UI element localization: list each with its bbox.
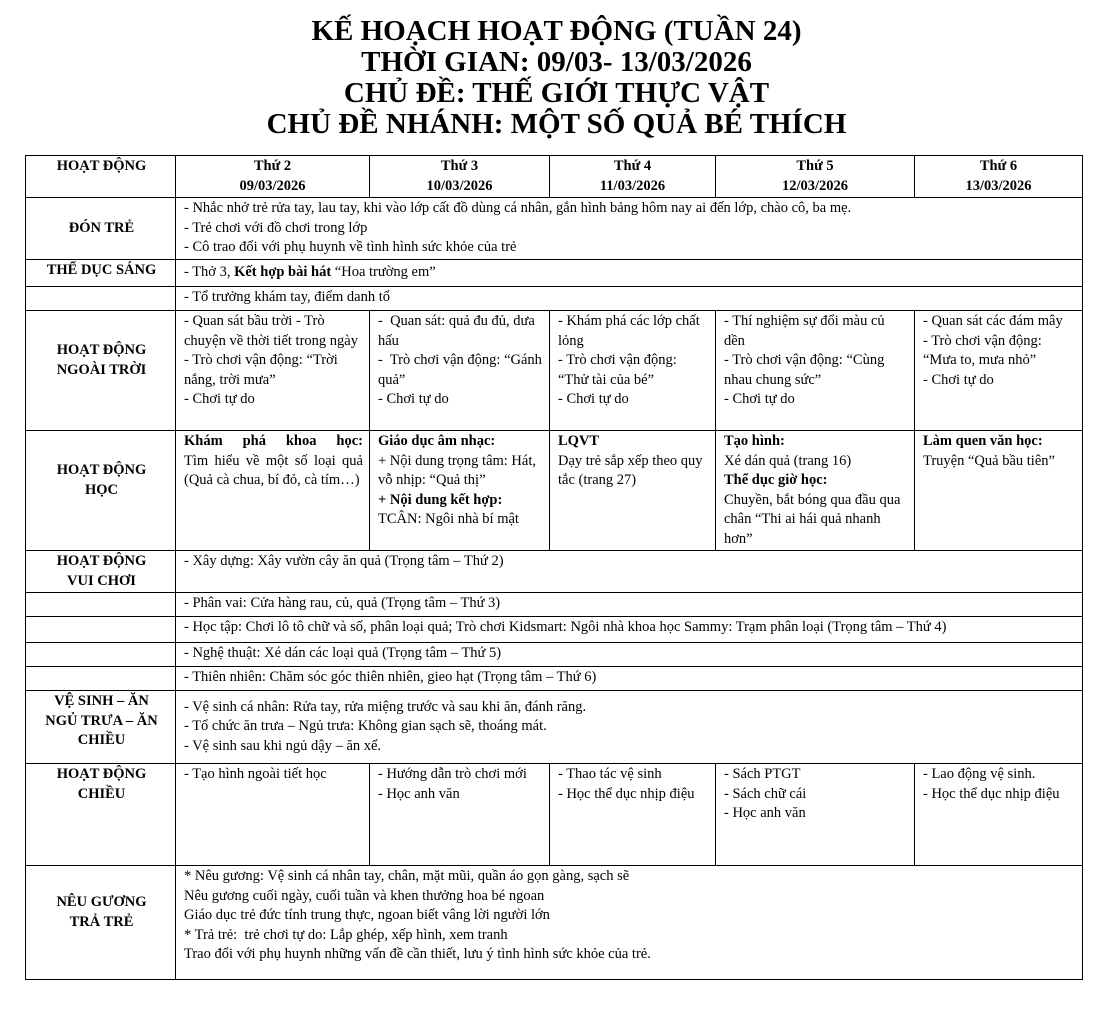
subject-title: Tạo hình:: [724, 433, 785, 449]
ngoai-troi-mon: [176, 311, 370, 431]
subject-title: Làm quen văn học:: [923, 433, 1043, 449]
hoc-fri: [915, 431, 1083, 551]
row-hoat-dong-chieu: [26, 764, 1083, 866]
content-line: Giáo dục trẻ đức tính trung thực, ngoan biết vâng lời người lớn: [184, 907, 550, 923]
label-spacer: [34, 380, 169, 400]
day-date: 10/03/2026: [426, 177, 493, 194]
content-suffix: “Hoa trường em”: [331, 264, 436, 281]
row-vui-choi-3: [26, 617, 1083, 643]
row-label: [26, 866, 176, 980]
label-line: HOẠT ĐỘNG: [56, 553, 147, 569]
hoc-tue: [370, 431, 550, 551]
label-line: VUI CHƠI: [67, 572, 136, 589]
cell-text: - Thao tác vệ sinh - Học thể dục nhịp điệu: [558, 766, 695, 802]
label-line: NÊU GƯƠNG: [56, 894, 147, 910]
chieu-mon: [176, 764, 370, 866]
row-label: [26, 551, 176, 593]
row-the-duc-sang: [26, 260, 1083, 287]
subject-text: Dạy trẻ sắp xếp theo quy tắc (trang 27): [558, 452, 707, 488]
document-header: [0, 16, 1113, 140]
content-bold: Kết hợp bài hát: [234, 264, 332, 281]
subject-text: Truyện “Quả bầu tiên”: [923, 452, 1055, 469]
day-date: 12/03/2026: [781, 177, 849, 194]
cell-text: - Quan sát các đám mây - Trò chơi vận động: “Mưa to, mưa nhỏ” - Chơi tự do: [923, 313, 1063, 388]
chieu-fri: [915, 764, 1083, 866]
label-line: TRẢ TRẺ: [69, 913, 134, 930]
table-header-row: [26, 156, 1083, 198]
row-hoat-dong-hoc: [26, 431, 1083, 551]
empty-label: [26, 643, 176, 667]
subject-text: Chuyền, bắt bóng qua đầu qua chân “Thi ai hái quả nhanh hơn”: [724, 491, 905, 547]
vui-choi-line: - Nghệ thuật: Xé dán các loại quả (Trọng tâm – Thứ 5): [176, 643, 1083, 667]
cell-text: - Quan sát: quả đu đủ, dưa hấu - Trò chơi vận động: “Gánh quả” - Chơi tự do: [378, 313, 542, 407]
subject-title: LQVT: [558, 433, 600, 449]
content-line: * Trả trẻ: trẻ chơi tự do: Lắp ghép, xếp hình, xem tranh: [184, 926, 508, 943]
row-neu-guong: [26, 866, 1083, 980]
chieu-wed: [550, 764, 716, 866]
day-name: Thứ 2: [253, 158, 292, 174]
day-header-thu: [716, 156, 915, 198]
vui-choi-line: - Thiên nhiên: Chăm sóc góc thiên nhiên, gieo hạt (Trọng tâm – Thứ 6): [176, 667, 1083, 691]
row-the-duc-extra: [26, 287, 1083, 311]
row-label: THỂ DỤC SÁNG: [26, 260, 176, 287]
hoc-mon: [176, 431, 370, 551]
cell-text: - Thí nghiệm sự đổi màu củ dền - Trò chơi vận động: “Cùng nhau chung sức” - Chơi tự do: [724, 313, 885, 407]
row-vui-choi-4: [26, 643, 1083, 667]
cell-text: - Hướng dẫn trò chơi mới - Học anh văn: [378, 766, 527, 802]
subject-title: Thể dục giờ học:: [724, 472, 828, 488]
don-tre-content: [176, 198, 1083, 260]
label-line: VỆ SINH – ĂN: [54, 693, 149, 709]
day-name: Thứ 3: [440, 158, 479, 174]
label-spacer: [34, 932, 169, 952]
cell-text: - Lao động vệ sinh. - Học thể dục nhịp điệu: [923, 766, 1060, 802]
content-prefix: - Thở 3,: [184, 264, 235, 281]
content-line: - Trẻ chơi với đồ chơi trong lớp: [184, 219, 368, 236]
vui-choi-line: - Học tập: Chơi lô tô chữ và số, phân loại quả; Trò chơi Kidsmart: Ngôi nhà khoa học Sammy: Trạm phân loại (Trọng tâm – Thứ 4): [176, 617, 1083, 643]
row-vui-choi-2: [26, 593, 1083, 617]
ngoai-troi-wed: [550, 311, 716, 431]
vui-choi-line: - Xây dựng: Xây vườn cây ăn quả (Trọng tâm – Thứ 2): [176, 551, 1083, 593]
empty-label: [26, 593, 176, 617]
label-line: NGỦ TRƯA – ĂN: [45, 712, 158, 729]
day-header-fri: [915, 156, 1083, 198]
chieu-thu: [716, 764, 915, 866]
ngoai-troi-fri: [915, 311, 1083, 431]
subject-text: Xé dán quả (trang 16): [724, 452, 852, 469]
vui-choi-line: - Phân vai: Cửa hàng rau, củ, quả (Trọng tâm – Thứ 3): [176, 593, 1083, 617]
label-line: HOẠT ĐỘNG: [56, 462, 147, 478]
subject-text: + Nội dung trọng tâm: Hát, vỗ nhịp: “Quả thị”: [378, 452, 540, 488]
day-date: 11/03/2026: [599, 177, 666, 194]
label-line: NGOÀI TRỜI: [56, 361, 147, 378]
hoc-thu: [716, 431, 915, 551]
content-line: - Cô trao đổi với phụ huynh về tình hình sức khỏe của trẻ: [184, 239, 517, 255]
content-line: - Nhắc nhở trẻ rửa tay, lau tay, khi vào lớp cất đồ dùng cá nhân, gắn hình bảng hôm nay ai đến lớp, chào cô, ba mẹ.: [184, 200, 852, 216]
day-header-wed: [550, 156, 716, 198]
content-line: - Vệ sinh sau khi ngủ dậy – ăn xế.: [184, 737, 382, 754]
row-label: [26, 431, 176, 551]
label-line: CHIỀU: [77, 785, 126, 802]
subject-title: Khám phá khoa học:: [184, 433, 363, 449]
plan-subtopic: CHỦ ĐỀ NHÁNH: MỘT SỐ QUẢ BÉ THÍCH: [266, 108, 847, 140]
day-name: Thứ 5: [796, 158, 834, 174]
day-header-mon: [176, 156, 370, 198]
row-ve-sinh: [26, 691, 1083, 764]
corner-header: HOẠT ĐỘNG: [26, 156, 176, 198]
day-date: 09/03/2026: [239, 177, 306, 194]
content-line: * Nêu gương: Vệ sinh cá nhân tay, chân, mặt mũi, quần áo gọn gàng, sạch sẽ: [184, 868, 630, 884]
empty-label: [26, 617, 176, 643]
content-line: Trao đổi với phụ huynh những vấn đề cần thiết, lưu ý tình hình sức khỏe của trẻ.: [184, 946, 651, 962]
day-name: Thứ 6: [979, 158, 1018, 174]
subject-text: Tìm hiểu về một số loại quả (Quả cà chua, bí đỏ, cà tím…): [184, 452, 367, 488]
cell-text: - Quan sát bầu trời - Trò chuyện về thời tiết trong ngày - Trò chơi vận động: “Trời nắng, trời mưa” - Chơi tự do: [184, 313, 358, 407]
subject-text: TCÂN: Ngôi nhà bí mật: [378, 511, 519, 527]
day-header-tue: [370, 156, 550, 198]
ngoai-troi-thu: [716, 311, 915, 431]
the-duc-content: [176, 260, 1083, 287]
plan-time: THỜI GIAN: 09/03- 13/03/2026: [361, 46, 752, 78]
ngoai-troi-tue: [370, 311, 550, 431]
cell-text: - Tạo hình ngoài tiết học: [184, 766, 327, 782]
label-line: HOẠT ĐỘNG: [56, 342, 147, 358]
empty-label: [26, 287, 176, 311]
empty-label: [26, 667, 176, 691]
content-line: - Tổ chức ăn trưa – Ngủ trưa: Không gian sạch sẽ, thoáng mát.: [184, 718, 547, 735]
content-line: - Vệ sinh cá nhân: Rửa tay, rửa miệng trước và sau khi ăn, đánh răng.: [184, 698, 587, 715]
label-line: HOẠT ĐỘNG: [56, 766, 147, 782]
subject-title: Giáo dục âm nhạc:: [378, 433, 496, 449]
subject-title: + Nội dung kết hợp:: [378, 491, 503, 508]
day-date: 13/03/2026: [965, 177, 1032, 194]
day-name: Thứ 4: [613, 158, 652, 174]
ve-sinh-content: [176, 691, 1083, 764]
hoc-wed: [550, 431, 716, 551]
plan-title: KẾ HOẠCH HOẠT ĐỘNG (TUẦN 24): [311, 15, 802, 47]
cell-text: - Khám phá các lớp chất lỏng - Trò chơi vận động: “Thử tài của bé” - Chơi tự do: [558, 313, 700, 407]
row-label: [26, 311, 176, 431]
chieu-tue: [370, 764, 550, 866]
the-duc-extra: - Tổ trưởng khám tay, điểm danh tổ: [176, 287, 1083, 311]
row-ngoai-troi: [26, 311, 1083, 431]
row-label: ĐÓN TRẺ: [26, 198, 176, 260]
row-label: [26, 691, 176, 764]
row-vui-choi: [26, 551, 1083, 593]
label-line: HỌC: [84, 481, 119, 498]
row-vui-choi-5: [26, 667, 1083, 691]
neu-guong-content: [176, 866, 1083, 980]
plan-topic: CHỦ ĐỀ: THẾ GIỚI THỰC VẬT: [343, 77, 770, 109]
row-don-tre: [26, 198, 1083, 260]
row-label: [26, 764, 176, 866]
label-spacer: [34, 500, 169, 520]
label-line: CHIỀU: [77, 732, 126, 748]
content-line: Nêu gương cuối ngày, cuối tuần và khen thưởng hoa bé ngoan: [184, 887, 545, 904]
cell-text: - Sách PTGT - Sách chữ cái - Học anh văn: [724, 766, 807, 821]
activity-plan-table: [25, 155, 1083, 980]
